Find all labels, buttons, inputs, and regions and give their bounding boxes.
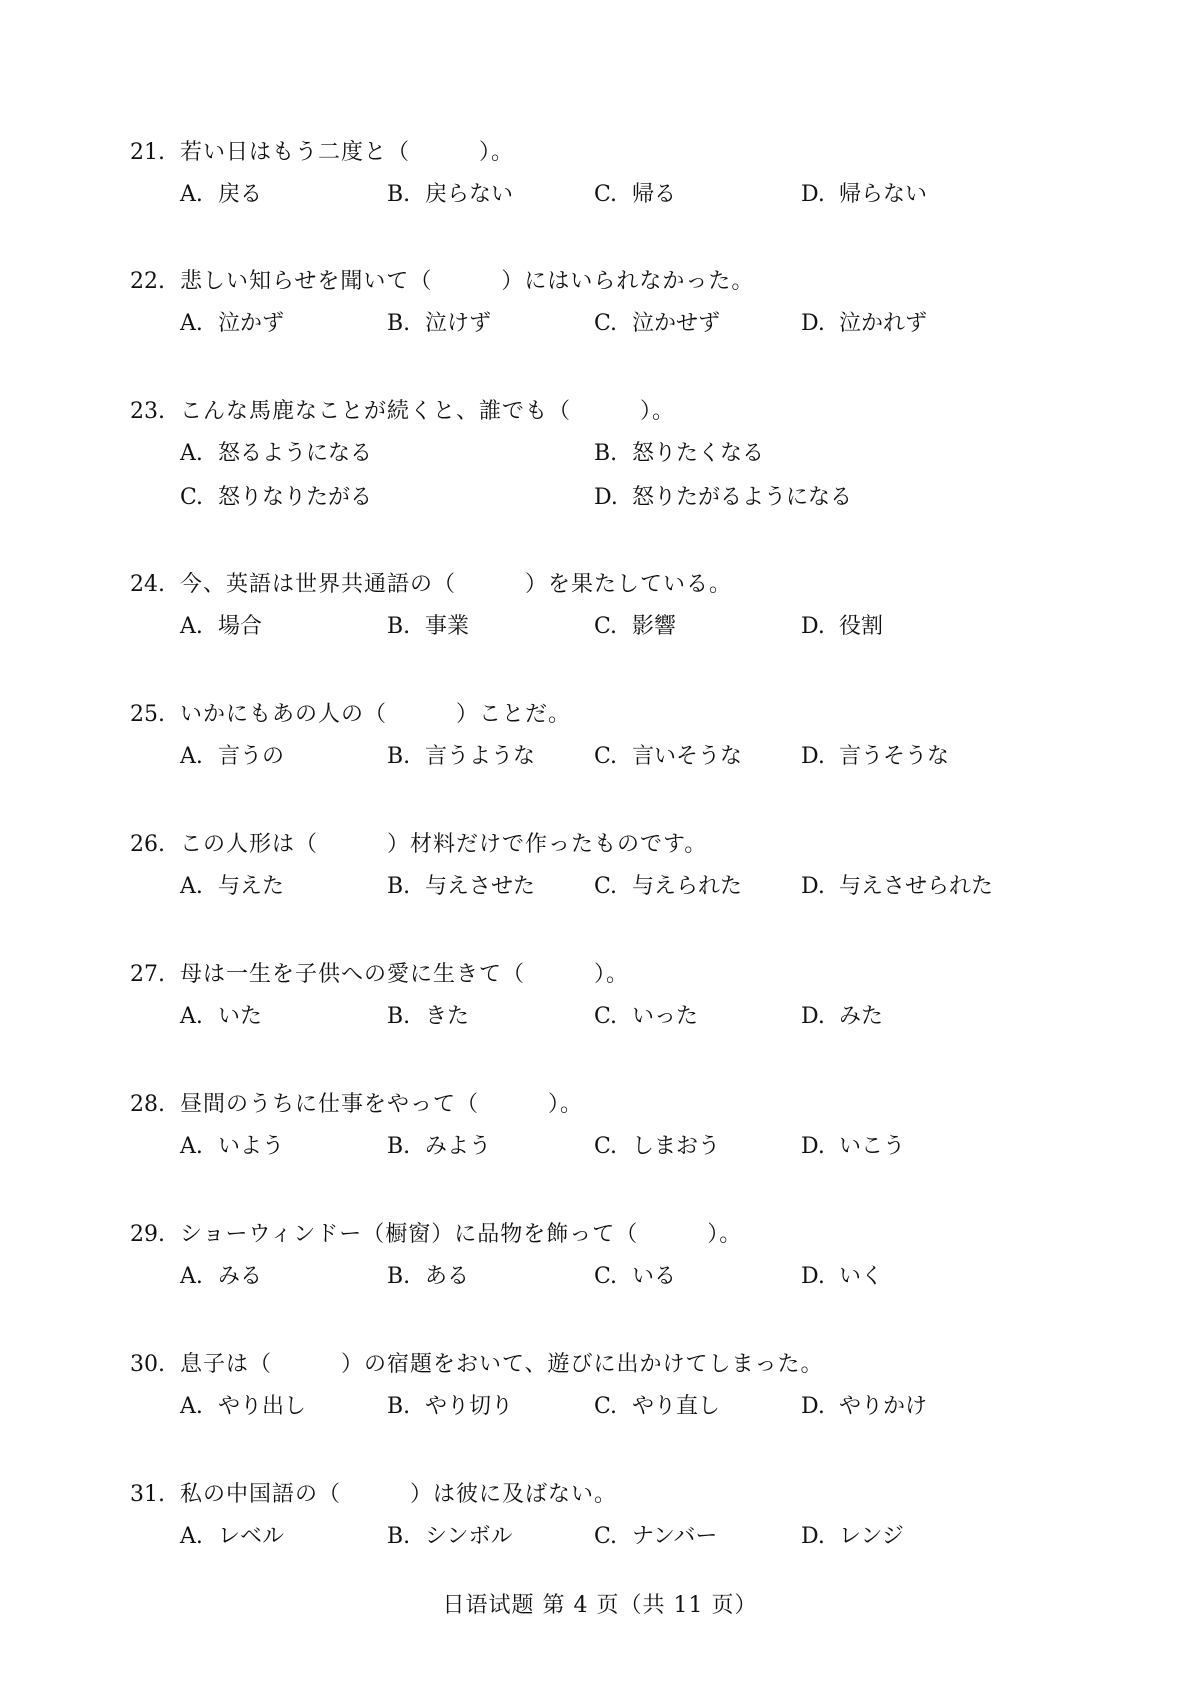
option-letter: C. bbox=[594, 311, 618, 336]
option-letter: D. bbox=[801, 182, 825, 207]
option-letter: B. bbox=[387, 1264, 411, 1289]
option-row bbox=[130, 1515, 1130, 1559]
question-text: 私の中国語の（ ）は彼に及ばない。 bbox=[180, 1482, 618, 1507]
question-stem bbox=[130, 262, 1130, 302]
option-letter: C. bbox=[594, 182, 618, 207]
option-row bbox=[130, 302, 1130, 346]
question-text: 若い日はもう二度と（ ）。 bbox=[180, 140, 515, 165]
question-number: 30. bbox=[130, 1352, 165, 1377]
option-text: みよう bbox=[425, 1134, 492, 1159]
question-stem bbox=[130, 1345, 1130, 1385]
option-letter: C. bbox=[594, 1524, 618, 1549]
option-d[interactable] bbox=[801, 1515, 904, 1559]
option-letter: D. bbox=[801, 744, 825, 769]
option-a[interactable] bbox=[180, 605, 262, 649]
option-text: 泣かず bbox=[218, 311, 285, 336]
question-stem bbox=[130, 695, 1130, 735]
option-c[interactable] bbox=[594, 605, 676, 649]
question-21 bbox=[130, 133, 1130, 217]
option-letter: D. bbox=[801, 874, 825, 899]
option-b[interactable] bbox=[387, 1515, 512, 1559]
question-stem bbox=[130, 392, 1130, 432]
question-text: この人形は（ ）材料だけで作ったものです。 bbox=[180, 832, 708, 857]
option-text: いよう bbox=[218, 1134, 285, 1159]
option-row bbox=[130, 605, 1130, 649]
option-text: 泣けず bbox=[425, 311, 492, 336]
option-b[interactable] bbox=[387, 302, 491, 346]
option-text: いた bbox=[218, 1004, 263, 1029]
question-text: 昼間のうちに仕事をやって（ ）。 bbox=[180, 1092, 584, 1117]
question-27 bbox=[130, 955, 1130, 1039]
option-letter: D. bbox=[801, 1524, 825, 1549]
option-a[interactable] bbox=[180, 1385, 306, 1429]
question-31 bbox=[130, 1475, 1130, 1559]
option-letter: D. bbox=[801, 614, 825, 639]
option-b[interactable] bbox=[387, 995, 469, 1039]
option-letter: A. bbox=[180, 182, 203, 207]
option-text: 泣かせず bbox=[632, 311, 721, 336]
option-text: 言うそうな bbox=[839, 744, 950, 769]
question-26 bbox=[130, 825, 1130, 909]
option-text: 役割 bbox=[839, 614, 884, 639]
option-b[interactable] bbox=[387, 1385, 513, 1429]
option-row bbox=[130, 1125, 1130, 1169]
option-d[interactable] bbox=[801, 735, 949, 779]
option-c[interactable] bbox=[594, 173, 676, 217]
option-row bbox=[130, 865, 1130, 909]
option-text: 事業 bbox=[425, 614, 470, 639]
option-d[interactable] bbox=[801, 865, 993, 909]
option-text: 怒るようになる bbox=[218, 441, 373, 466]
question-number: 23. bbox=[130, 399, 165, 424]
option-text: やり切り bbox=[425, 1394, 514, 1419]
question-text: こんな馬鹿なことが続くと、誰でも（ ）。 bbox=[180, 399, 676, 424]
option-row bbox=[130, 735, 1130, 779]
option-text: 戻らない bbox=[425, 182, 514, 207]
option-letter: D. bbox=[801, 1264, 825, 1289]
option-d[interactable] bbox=[801, 1255, 883, 1299]
option-letter: C. bbox=[594, 1134, 618, 1159]
question-text: ショーウィンドー（橱窗）に品物を飾って（ ）。 bbox=[180, 1222, 743, 1247]
question-stem bbox=[130, 955, 1130, 995]
question-text: いかにもあの人の（ ）ことだ。 bbox=[180, 702, 572, 727]
option-a[interactable] bbox=[180, 735, 284, 779]
option-letter: A. bbox=[180, 1524, 203, 1549]
option-text: 言いそうな bbox=[632, 744, 743, 769]
option-d[interactable] bbox=[801, 1125, 905, 1169]
question-25 bbox=[130, 695, 1130, 779]
option-row bbox=[130, 995, 1130, 1039]
option-c[interactable] bbox=[594, 1125, 720, 1169]
question-29 bbox=[130, 1215, 1130, 1299]
option-row bbox=[130, 173, 1130, 217]
option-letter: D. bbox=[594, 485, 618, 510]
option-a[interactable] bbox=[180, 1515, 284, 1559]
option-letter: A. bbox=[180, 311, 203, 336]
option-b[interactable] bbox=[387, 735, 535, 779]
option-c[interactable] bbox=[594, 302, 720, 346]
option-text: 与えさせた bbox=[425, 874, 536, 899]
question-stem bbox=[130, 133, 1130, 173]
option-letter: D. bbox=[801, 311, 825, 336]
option-a[interactable] bbox=[180, 995, 262, 1039]
option-text: やり出し bbox=[218, 1394, 307, 1419]
option-text: みた bbox=[839, 1004, 884, 1029]
option-text: 怒りなりたがる bbox=[218, 485, 373, 510]
question-24 bbox=[130, 565, 1130, 649]
question-text: 母は一生を子供への愛に生きて（ ）。 bbox=[180, 962, 630, 987]
option-letter: B. bbox=[387, 1524, 411, 1549]
option-text: ナンバー bbox=[632, 1524, 718, 1549]
option-a[interactable] bbox=[180, 865, 284, 909]
option-c[interactable] bbox=[594, 1255, 676, 1299]
option-b[interactable] bbox=[387, 173, 513, 217]
option-letter: A. bbox=[180, 874, 203, 899]
option-letter: C. bbox=[594, 874, 618, 899]
option-c[interactable] bbox=[180, 476, 372, 520]
question-23 bbox=[130, 392, 1130, 520]
option-letter: A. bbox=[180, 1394, 203, 1419]
option-text: 場合 bbox=[218, 614, 263, 639]
page-footer: 日语试题 第 4 页（共 11 页） bbox=[442, 1593, 758, 1618]
option-text: 与えた bbox=[218, 874, 285, 899]
option-letter: B. bbox=[387, 614, 411, 639]
option-d[interactable] bbox=[801, 995, 883, 1039]
option-text: やりかけ bbox=[839, 1394, 928, 1419]
option-d[interactable] bbox=[801, 302, 927, 346]
question-number: 26. bbox=[130, 832, 165, 857]
question-number: 21. bbox=[130, 140, 165, 165]
option-letter: A. bbox=[180, 1134, 203, 1159]
question-number: 28. bbox=[130, 1092, 165, 1117]
option-text: 帰る bbox=[632, 182, 677, 207]
question-28 bbox=[130, 1085, 1130, 1169]
option-row bbox=[130, 1255, 1130, 1299]
option-row bbox=[130, 1385, 1130, 1429]
option-letter: A. bbox=[180, 1264, 203, 1289]
option-d[interactable] bbox=[594, 476, 852, 520]
option-text: いこう bbox=[839, 1134, 906, 1159]
option-letter: B. bbox=[387, 1394, 411, 1419]
option-text: シンボル bbox=[425, 1524, 513, 1549]
option-d[interactable] bbox=[801, 1385, 927, 1429]
option-b[interactable] bbox=[387, 605, 469, 649]
option-text: 泣かれず bbox=[839, 311, 928, 336]
option-c[interactable] bbox=[594, 865, 742, 909]
question-number: 27. bbox=[130, 962, 165, 987]
question-number: 29. bbox=[130, 1222, 165, 1247]
option-a[interactable] bbox=[180, 302, 284, 346]
option-letter: C. bbox=[594, 614, 618, 639]
option-letter: C. bbox=[594, 744, 618, 769]
option-letter: B. bbox=[387, 874, 411, 899]
option-letter: C. bbox=[180, 485, 204, 510]
option-row bbox=[130, 432, 1130, 520]
option-letter: C. bbox=[594, 1394, 618, 1419]
option-text: 言うの bbox=[218, 744, 285, 769]
option-a[interactable] bbox=[180, 1255, 262, 1299]
option-text: きた bbox=[425, 1004, 470, 1029]
option-text: しまおう bbox=[632, 1134, 721, 1159]
option-letter: B. bbox=[387, 1004, 411, 1029]
option-text: ある bbox=[425, 1264, 470, 1289]
option-letter: D. bbox=[801, 1134, 825, 1159]
option-text: レベル bbox=[218, 1524, 285, 1549]
option-c[interactable] bbox=[594, 1515, 717, 1559]
question-number: 22. bbox=[130, 269, 165, 294]
option-b[interactable] bbox=[387, 1125, 491, 1169]
option-letter: B. bbox=[387, 1134, 411, 1159]
option-letter: A. bbox=[180, 1004, 203, 1029]
option-letter: B. bbox=[594, 441, 618, 466]
option-text: やり直し bbox=[632, 1394, 721, 1419]
option-letter: B. bbox=[387, 311, 411, 336]
question-stem bbox=[130, 1215, 1130, 1255]
option-text: 帰らない bbox=[839, 182, 928, 207]
question-number: 31. bbox=[130, 1482, 165, 1507]
option-a[interactable] bbox=[180, 1125, 284, 1169]
option-text: いく bbox=[839, 1264, 884, 1289]
option-letter: B. bbox=[387, 182, 411, 207]
option-b[interactable] bbox=[387, 865, 535, 909]
option-c[interactable] bbox=[594, 735, 742, 779]
question-stem bbox=[130, 1085, 1130, 1125]
question-22 bbox=[130, 262, 1130, 346]
option-letter: B. bbox=[387, 744, 411, 769]
option-b[interactable] bbox=[594, 432, 764, 476]
option-text: みる bbox=[218, 1264, 263, 1289]
option-a[interactable] bbox=[180, 432, 372, 476]
question-stem bbox=[130, 1475, 1130, 1515]
option-letter: D. bbox=[801, 1004, 825, 1029]
option-text: 怒りたくなる bbox=[632, 441, 765, 466]
option-letter: C. bbox=[594, 1004, 618, 1029]
option-text: 与えさせられた bbox=[839, 874, 994, 899]
option-text: いる bbox=[632, 1264, 677, 1289]
option-text: レンジ bbox=[839, 1524, 904, 1549]
question-text: 息子は（ ）の宿題をおいて、遊びに出かけてしまった。 bbox=[180, 1352, 824, 1377]
option-text: 与えられた bbox=[632, 874, 743, 899]
question-stem bbox=[130, 565, 1130, 605]
option-letter: C. bbox=[594, 1264, 618, 1289]
option-letter: A. bbox=[180, 441, 203, 466]
option-d[interactable] bbox=[801, 173, 927, 217]
option-b[interactable] bbox=[387, 1255, 469, 1299]
question-number: 24. bbox=[130, 572, 165, 597]
option-letter: D. bbox=[801, 1394, 825, 1419]
question-stem bbox=[130, 825, 1130, 865]
option-text: いった bbox=[632, 1004, 699, 1029]
option-letter: A. bbox=[180, 614, 203, 639]
option-text: 戻る bbox=[218, 182, 263, 207]
option-c[interactable] bbox=[594, 995, 698, 1039]
question-30 bbox=[130, 1345, 1130, 1429]
option-text: 影響 bbox=[632, 614, 677, 639]
question-text: 今、英語は世界共通語の（ ）を果たしている。 bbox=[180, 572, 733, 597]
question-text: 悲しい知らせを聞いて（ ）にはいられなかった。 bbox=[180, 269, 755, 294]
option-d[interactable] bbox=[801, 605, 883, 649]
option-text: 言うような bbox=[425, 744, 536, 769]
option-a[interactable] bbox=[180, 173, 262, 217]
option-c[interactable] bbox=[594, 1385, 720, 1429]
question-number: 25. bbox=[130, 702, 165, 727]
option-text: 怒りたがるようになる bbox=[632, 485, 853, 510]
option-letter: A. bbox=[180, 744, 203, 769]
